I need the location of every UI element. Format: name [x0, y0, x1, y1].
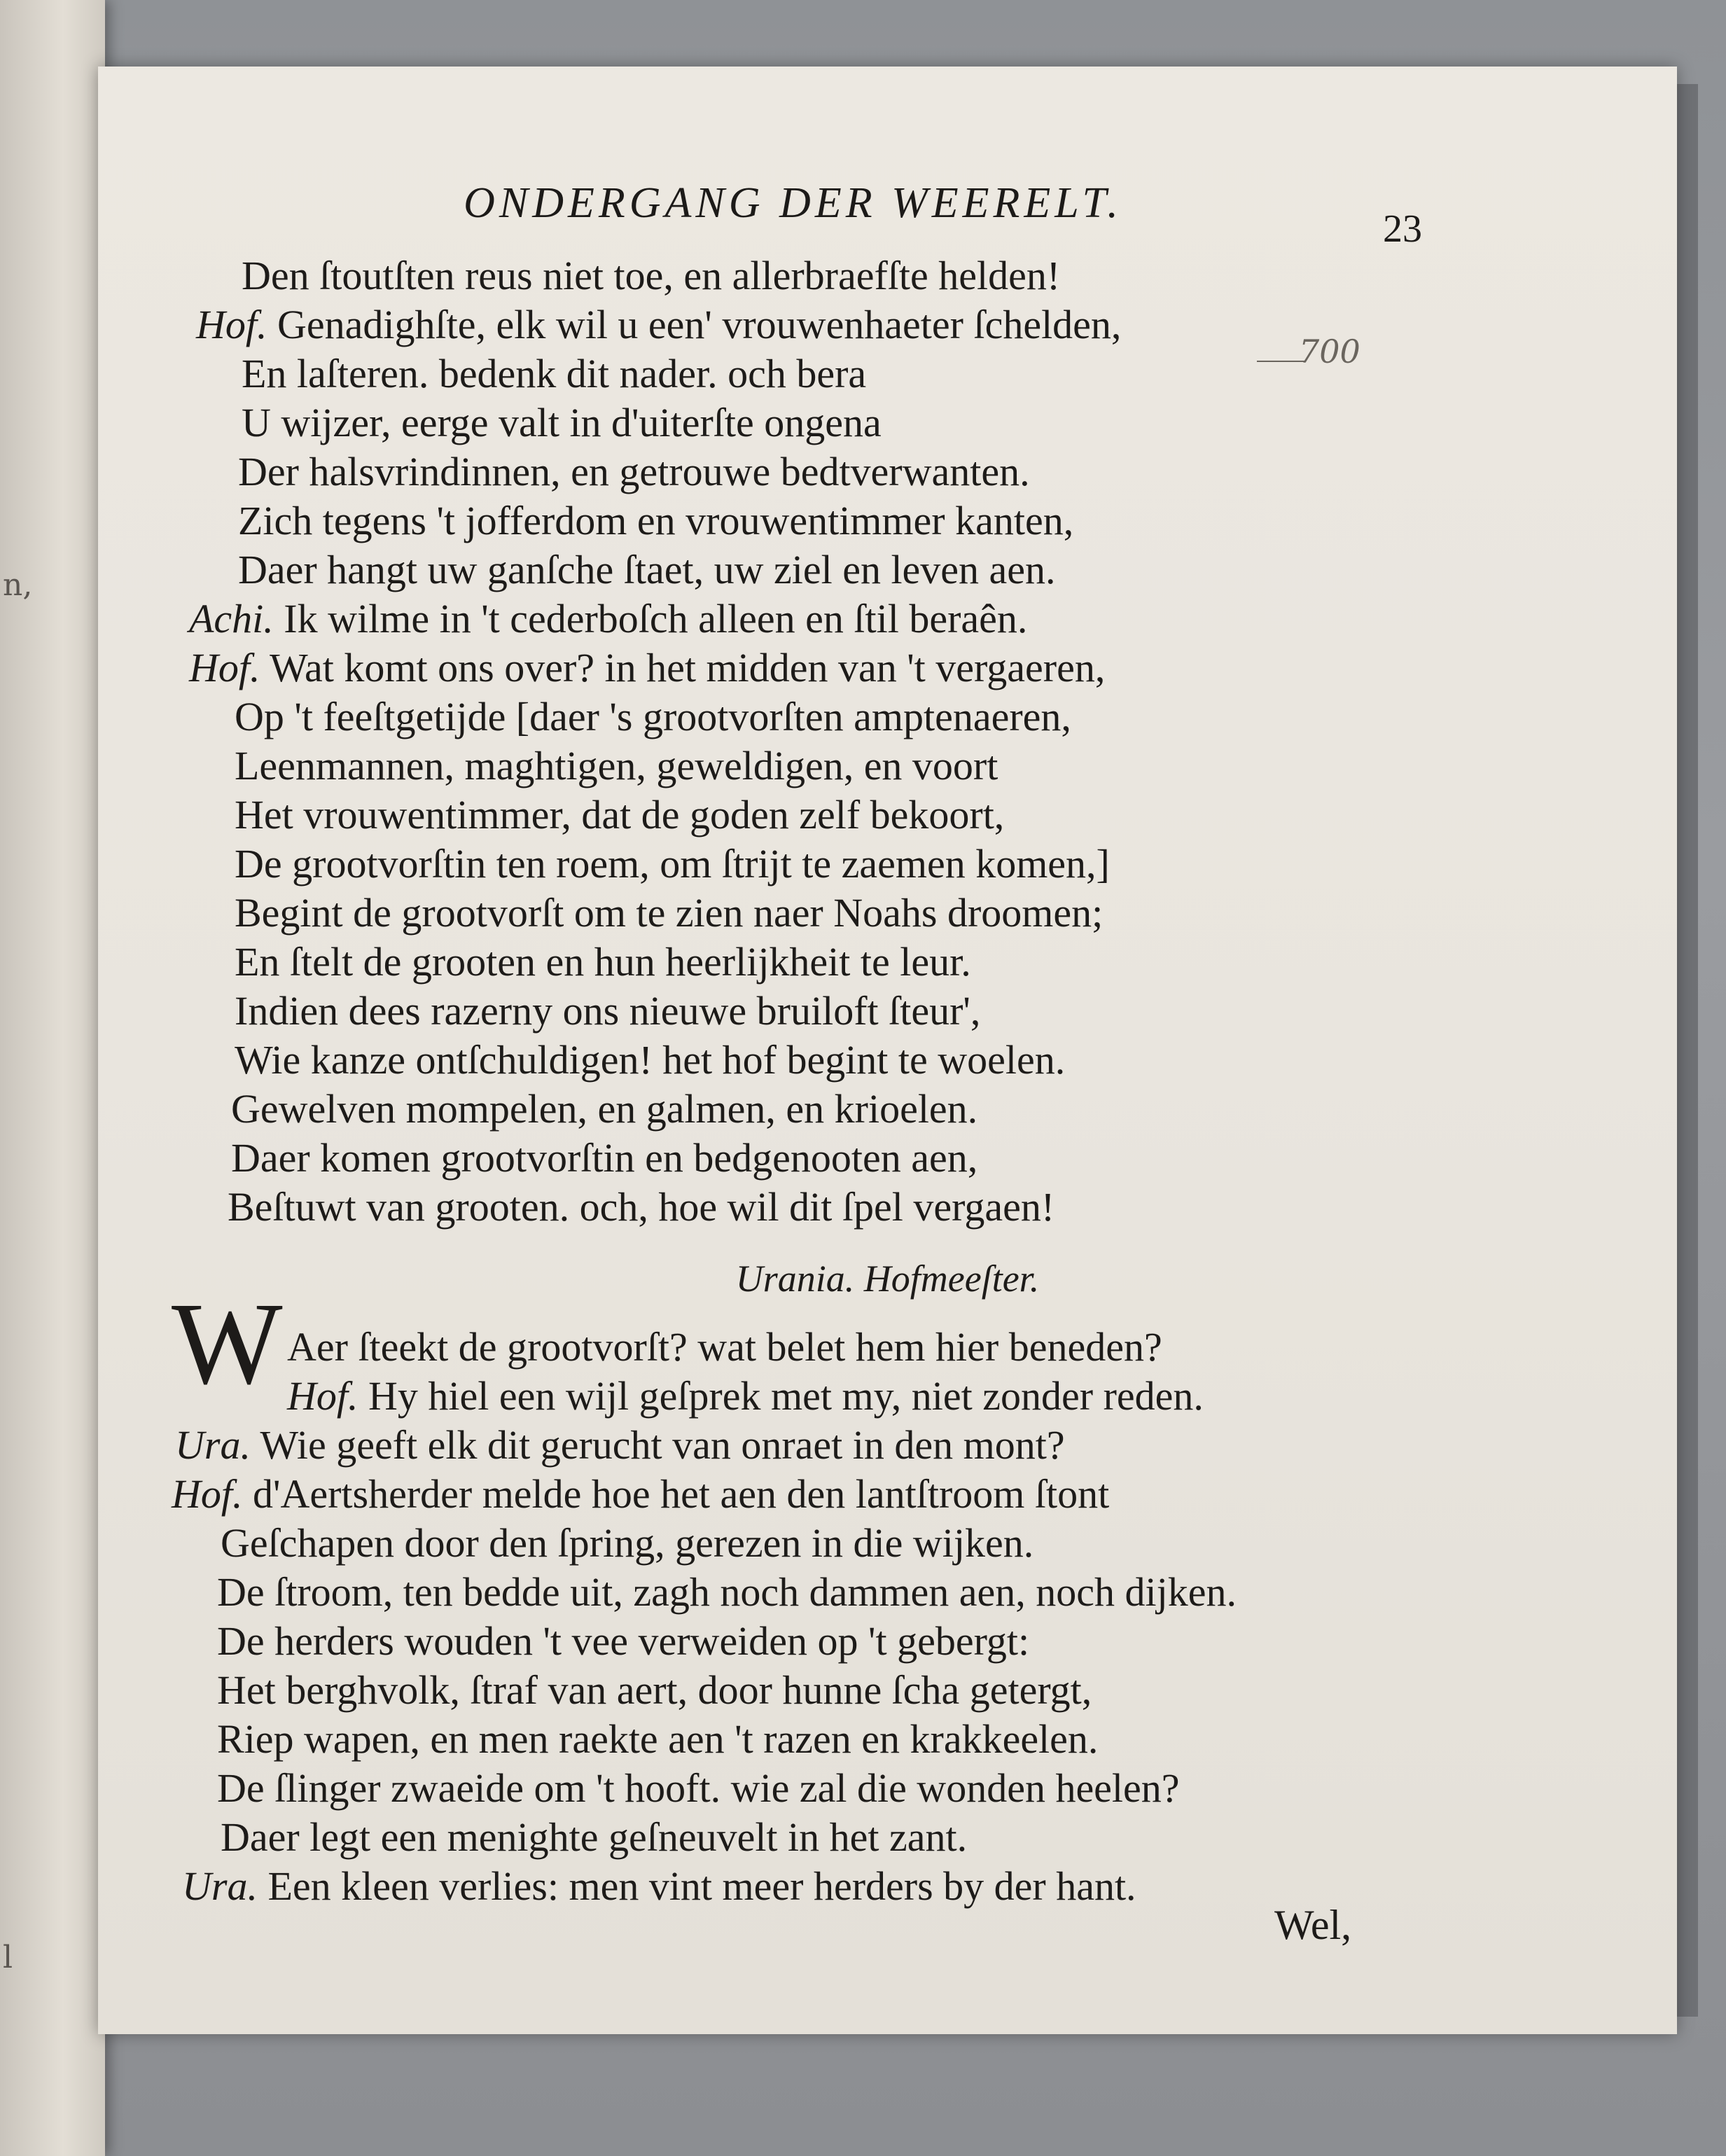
- verse-line: En ſtelt de grooten en hun heerlijkheit te leur.: [235, 939, 971, 985]
- verse-line: Daer legt een menighte geſneuvelt in het zant.: [221, 1814, 968, 1860]
- verse-line: Hof. Wat komt ons over? in het midden van 't vergaeren,: [189, 645, 1106, 690]
- verse-line: Der halsvrindinnen, en getrouwe bedtverwanten.: [238, 449, 1030, 494]
- verse-line: Daer komen grootvorſtin en bedgenooten aen,: [231, 1135, 978, 1181]
- verse-line: Op 't feeſtgetijde [daer 's grootvorſten amptenaeren,: [235, 694, 1071, 739]
- verse-line: Den ſtoutſten reus niet toe, en allerbraefſte helden!: [242, 253, 1061, 298]
- verse-line: Wie kanze ontſchuldigen! het hof begint te woelen.: [235, 1037, 1066, 1083]
- book-page: [98, 67, 1677, 2034]
- verse-line: Leenmannen, maghtigen, geweldigen, en voort: [235, 743, 998, 788]
- verse-line: Hof. d'Aertsherder melde hoe het aen den lantſtroom ſtont: [172, 1471, 1110, 1517]
- facing-page-fragment: l: [3, 1940, 13, 1975]
- scene-heading: Urania. Hofmeeſter.: [735, 1258, 1040, 1300]
- verse-line: Hof. Hy hiel een wijl geſprek met my, niet zonder reden.: [287, 1373, 1204, 1419]
- handwritten-margin-note: [1257, 333, 1397, 389]
- verse-line: De herders wouden 't vee verweiden op 't gebergt:: [217, 1618, 1030, 1664]
- verse-line: Indien dees razerny ons nieuwe bruiloft ſteur',: [235, 988, 981, 1034]
- verse-line: Het vrouwentimmer, dat de goden zelf bekoort,: [235, 792, 1005, 837]
- facing-page-fragment: n,: [3, 567, 33, 603]
- verse-line: De grootvorſtin ten roem, om ſtrijt te zaemen komen,]: [235, 841, 1110, 886]
- verse-line: Het berghvolk, ſtraf van aert, door hunne ſcha getergt,: [217, 1667, 1092, 1713]
- verse-line: Geſchapen door den ſpring, gerezen in die wijken.: [221, 1520, 1034, 1566]
- verse-line: En laſteren. bedenk dit nader. och bera: [242, 351, 867, 396]
- drop-cap: W: [172, 1279, 283, 1409]
- verse-line: Aer ſteekt de grootvorſt? wat belet hem hier beneden?: [287, 1324, 1162, 1370]
- verse-line: Beſtuwt van grooten. och, hoe wil dit ſpel vergaen!: [228, 1184, 1055, 1230]
- margin-note-text: 700: [1299, 333, 1360, 370]
- verse-line: Hof. Genadighſte, elk wil u een' vrouwenhaeter ſchelden,: [196, 302, 1122, 347]
- verse-line: Achi. Ik wilme in 't cederboſch alleen en ſtil beraên.: [189, 596, 1028, 641]
- verse-line: U wijzer, eerge valt in d'uiterſte ongena: [242, 400, 882, 445]
- verse-line: Daer hangt uw ganſche ſtaet, uw ziel en leven aen.: [238, 547, 1056, 592]
- verse-line: De ſtroom, ten bedde uit, zagh noch dammen aen, noch dijken.: [217, 1569, 1237, 1615]
- verse-line: Begint de grootvorſt om te zien naer Noahs droomen;: [235, 890, 1104, 936]
- verse-line: Ura. Wie geeft elk dit gerucht van onraet in den mont?: [175, 1422, 1065, 1468]
- facing-page-edge: [0, 0, 105, 2156]
- verse-line: Gewelven mompelen, en galmen, en krioelen.: [231, 1086, 978, 1132]
- verse-line: Riep wapen, en men raekte aen 't razen en krakkeelen.: [217, 1716, 1099, 1762]
- verse-line: De ſlinger zwaeide om 't hooft. wie zal die wonden heelen?: [217, 1765, 1180, 1811]
- verse-line: Ura. Een kleen verlies: men vint meer herders by der hant.: [182, 1863, 1136, 1909]
- page-number: 23: [1383, 207, 1422, 251]
- running-header: ONDERGANG DER WEERELT.: [464, 179, 1122, 227]
- catchword: Wel,: [1274, 1902, 1352, 1948]
- verse-line: Zich tegens 't jofferdom en vrouwentimmer kanten,: [238, 498, 1074, 543]
